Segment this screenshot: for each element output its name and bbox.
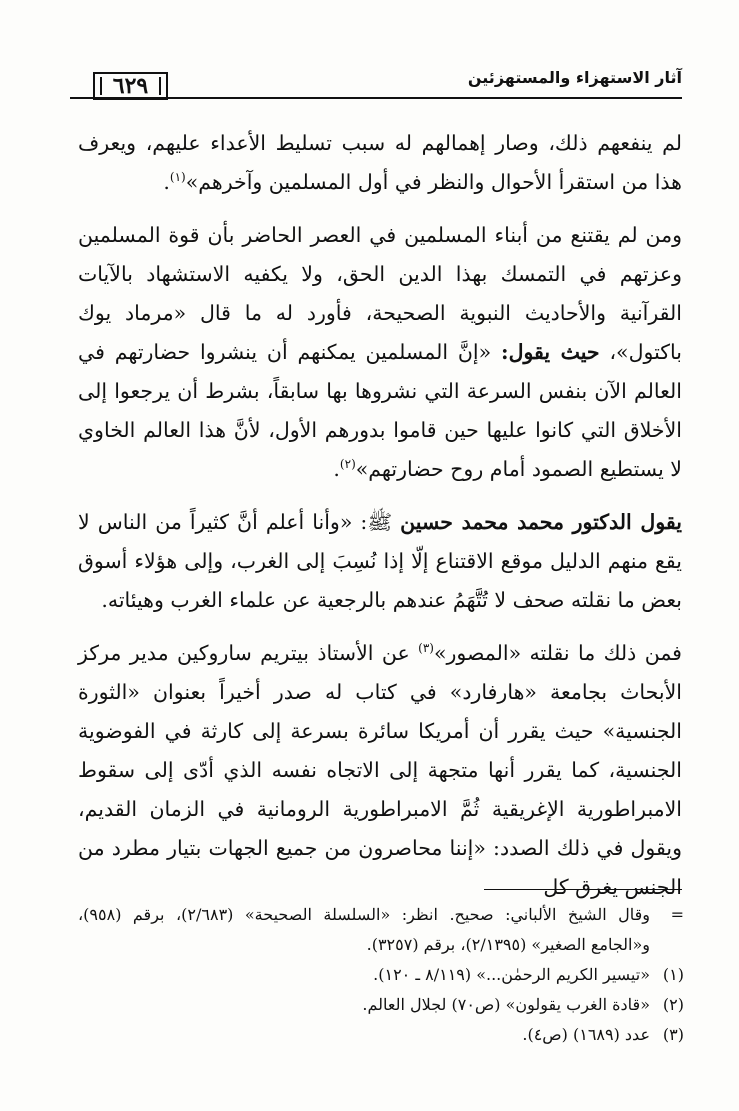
- paragraph-4-text-b: عن الأستاذ بيتريم ساروكين مدير مركز الأبحاث بجامعة «هارفارد» في كتاب له صدر أخيراً بعنوان «الثورة الجنسية» حيث يقرر أن أمريكا سائرة بسرعة إلى كارثة في الفوضوية الجنسية، كما يقرر أنها متجهة إلى الاتجاه نفسه الذي أدّى إلى سقوط الامبراطورية الإغريقية ثُمَّ الامبراطورية الرومانية في الزمان القديم، ويقول في ذلك الصدد: «إننا محاصرون من جميع الجهات بتيار مطرد من الجنس يغرق كل: [78, 641, 682, 899]
- footnotes: [78, 900, 684, 1050]
- footnote-3: [78, 1020, 684, 1050]
- footnote-ref-1: (١): [169, 170, 186, 185]
- paragraph-3-bold: يقول الدكتور محمد محمد حسين: [400, 510, 682, 534]
- footnote-mark: (٢): [662, 995, 684, 1014]
- paragraph-4: [78, 634, 682, 907]
- footnote-text: «قادة الغرب يقولون» (ص٧٠) لجلال العالم.: [362, 995, 650, 1014]
- paragraph-4-text-a: فمن ذلك ما نقلته «المصور»: [433, 641, 682, 665]
- paragraph-1: [78, 124, 682, 202]
- honorific: ﷺ: [367, 510, 401, 534]
- footnote-1: [78, 960, 684, 990]
- paragraph-1-end: .: [163, 170, 170, 194]
- page-header: [70, 64, 682, 104]
- paragraph-2-bold: حيث يقول:: [501, 340, 600, 364]
- running-title: آثار الاستهزاء والمستهزئين: [467, 68, 682, 87]
- paragraph-3-text: : «وأنا أعلم أنَّ كثيراً من الناس لا يقع منهم الدليل موقع الاقتناع إلّا إذا نُسِبَ إلى الغرب، وإلى هؤلاء أسوق بعض ما نقلته صحف لا تُتَّهَمُ عندهم بالرجعية عن علماء الغرب وهيئاته.: [78, 510, 682, 612]
- footnote-2: [78, 990, 684, 1020]
- paragraph-2-quote: «إنَّ المسلمين يمكنهم أن ينشروا حضارتهم في العالم الآن بنفس السرعة التي نشروها بها سابقاً، بشرط أن يرجعوا إلى الأخلاق التي كانوا عليها حين قاموا بدورهم الأول، لأنَّ هذا العالم الخاوي لا يستطيع الصمود أمام روح حضارتهم»: [78, 340, 682, 481]
- footnote-text: عدد (١٦٨٩) (ص٤).: [522, 1025, 650, 1044]
- footnote-ref-2: (٢): [339, 457, 356, 472]
- paragraph-2: [78, 216, 682, 489]
- paragraph-2-text-a: ومن لم يقتنع من أبناء المسلمين في العصر الحاضر بأن قوة المسلمين وعزتهم في التمسك بهذا الدين الحق، ولا يكفيه الاستشهاد بالآيات القرآنية والأحاديث النبوية الصحيحة، فأورد له ما قال «مرماد يوك باكتول»،: [78, 223, 682, 364]
- paragraph-2-end: .: [333, 457, 340, 481]
- footnote-continued: [78, 900, 684, 960]
- footnote-text: وقال الشيخ الألباني: صحيح. انظر: «السلسلة الصحيحة» (٢/٦٨٣)، برقم (٩٥٨)، و«الجامع الصغير» (٢/١٣٩٥)، برقم (٣٢٥٧).: [78, 905, 650, 954]
- body-text: [78, 124, 682, 907]
- header-rule: [70, 97, 682, 99]
- page-number: ٦٢٩: [93, 72, 168, 100]
- footnote-ref-3: (٣): [418, 641, 434, 656]
- paragraph-1-text: لم ينفعهم ذلك، وصار إهمالهم له سبب تسليط الأعداء عليهم، ويعرف هذا من استقرأ الأحوال والنظر في أول المسلمين وآخرهم»: [78, 131, 682, 194]
- paragraph-3: [78, 503, 682, 620]
- footnote-mark: =: [670, 905, 684, 924]
- footnote-mark: (١): [662, 965, 684, 984]
- footnote-mark: (٣): [662, 1025, 684, 1044]
- footnote-rule: [484, 889, 682, 890]
- footnote-text: «تيسير الكريم الرحمٰن...» (٨/١١٩ ـ ١٢٠).: [373, 965, 650, 984]
